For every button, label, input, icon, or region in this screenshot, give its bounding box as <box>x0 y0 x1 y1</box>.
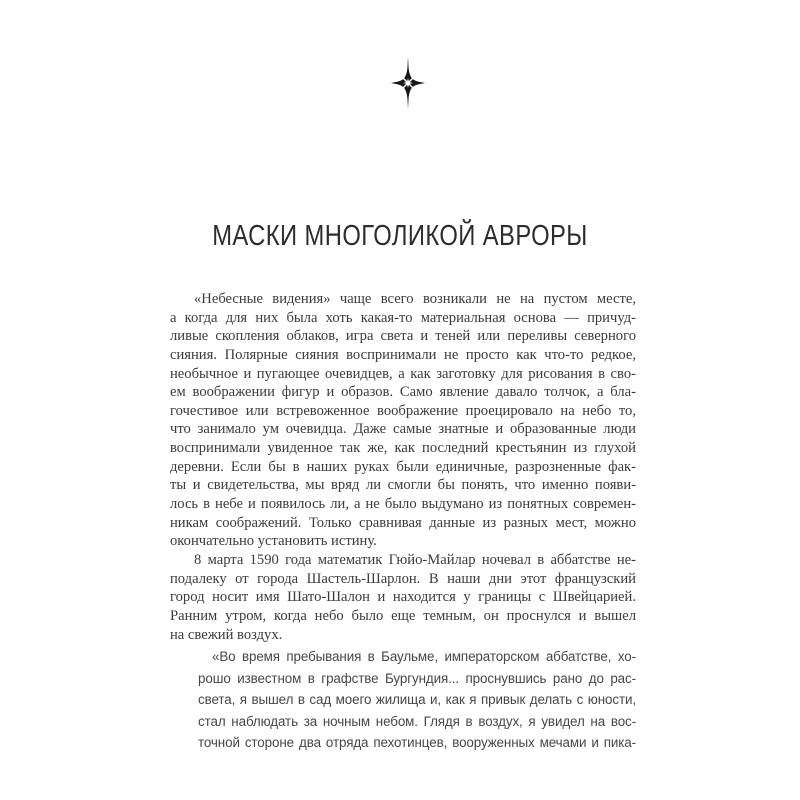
body-text <box>170 290 636 644</box>
body-text-line: а когда для них была хоть какая-то материальная основа — причуд- <box>170 309 636 326</box>
body-text-line: окончательно установить истину. <box>170 533 377 550</box>
paragraph-2 <box>170 551 636 644</box>
body-text-line: ты и свидетельства, мы вряд ли смогли бы понять, что именно появи- <box>170 477 636 494</box>
body-text-line: ем воображении фигур и образов. Само явление давало толчок, а бла- <box>170 384 636 401</box>
page-title <box>0 220 800 253</box>
body-text-line: сияния. Полярные сияния воспринимали не просто как что-то редкое, <box>170 346 636 363</box>
body-text-line: город носит имя Шато-Шалон и находится у границы с Швейцарией. <box>170 589 636 606</box>
body-text-line: подалеку от города Шастель-Шарлон. В наши дни этот французский <box>170 570 636 587</box>
body-text-line: Ранним утром, когда небо было еще темным, он проснулся и вышел <box>170 607 636 624</box>
body-text-line: необычное и пугающее очевидцев, а как заготовку для рисования в сво- <box>170 365 636 382</box>
body-text-line: на свежий воздух. <box>170 626 283 643</box>
body-text-line: деревни. Если бы в наших руках были единичные, разрозненные фак- <box>170 458 636 475</box>
body-text-line: «Небесные видения» чаще всего возникали не на пустом месте, <box>194 291 636 307</box>
body-text-line: 8 марта 1590 года математик Гюйо-Майлар ночевал в аббатстве не- <box>194 551 636 568</box>
body-text-line: лось в небе и появилось ли, а не было выдумано из понятных современ- <box>170 496 636 513</box>
body-text-line: никам соображений. Только сравнивая данные из разных мест, можно <box>170 514 636 531</box>
quote-text-line: рошо известном в графстве Бургундия... проснувшись рано до рас- <box>198 670 636 686</box>
body-text-line: что занимало ум очевидца. Даже самые знатные и образованные люди <box>170 421 636 438</box>
quote-text-line: точной стороне два отряда пехотинцев, вооруженных мечами и пика- <box>198 735 636 750</box>
body-text-line: гочестивое или встревоженное воображение проецировало на небо то, <box>170 402 636 419</box>
quote-text-line: света, я вышел в сад моего жилища и, как я привык делать с юности, <box>198 692 636 707</box>
four-pointed-star-icon <box>386 55 430 111</box>
body-text-line: воспринимали увиденное так же, как последний крестьянин из глухой <box>170 440 636 457</box>
body-text-line: ливые скопления облаков, игра света и теней или переливы северного <box>170 328 636 345</box>
quote-text-line: «Во время пребывания в Баульме, императорском аббатстве, хо- <box>212 649 636 664</box>
paragraph-1 <box>170 290 636 551</box>
quote-text-line: стал наблюдать за ночным небом. Глядя в воздух, я увидел на вос- <box>198 713 636 729</box>
block-quote <box>198 646 636 754</box>
page-title-text: МАСКИ МНОГОЛИКОЙ АВРОРЫ <box>212 220 588 252</box>
